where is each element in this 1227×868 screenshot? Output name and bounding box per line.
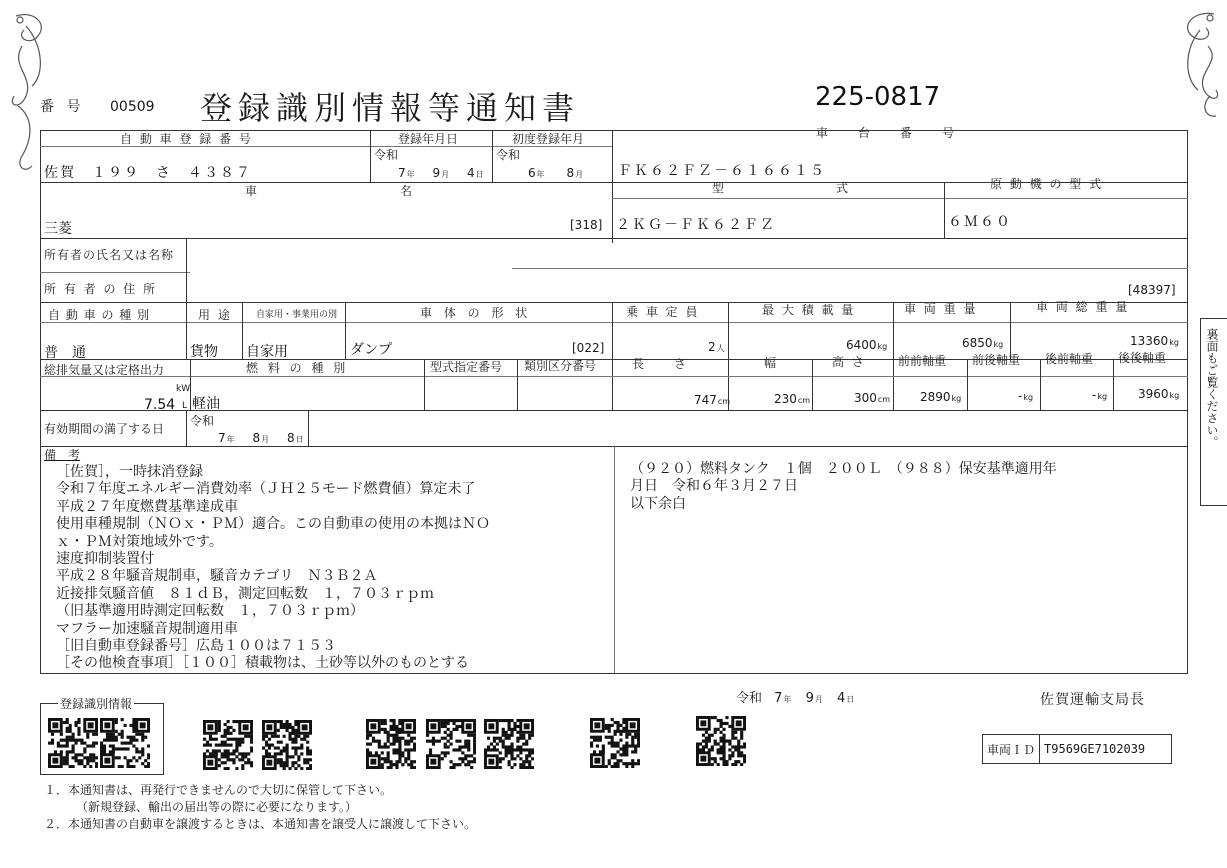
- issuer-name: 佐賀運輸支局長: [1040, 692, 1145, 708]
- vehicle-weight-header: 車 両 重 量: [904, 302, 978, 316]
- height-header: 高 さ: [832, 355, 866, 369]
- grid-line: [40, 130, 1188, 131]
- length-value: 747cm: [694, 393, 731, 407]
- grid-line: [944, 182, 945, 238]
- grid-line: [1113, 359, 1114, 410]
- use-header: 用 途: [198, 308, 232, 322]
- model-header-right: 式: [836, 181, 851, 195]
- grid-line: [512, 268, 1188, 269]
- remark-line: 月日 令和６年３月２７日: [630, 478, 798, 495]
- front-rear-axle-value: -kg: [1018, 389, 1034, 403]
- expiry-era: 令和: [190, 414, 215, 428]
- vehicle-id-label: 車両ＩＤ: [983, 735, 1040, 763]
- model-header-left: 型: [712, 181, 727, 195]
- issue-date: 令和 7年 9月 4日: [736, 691, 855, 706]
- front-front-axle-value: 2890kg: [920, 390, 962, 404]
- expiry-date: 7年 8月 8日: [218, 431, 304, 445]
- registration-number-header: 自 動 車 登 録 番 号: [120, 132, 253, 146]
- vehicle-name-value: 三菱: [44, 221, 72, 237]
- rear-front-axle-header: 後前軸重: [1045, 352, 1094, 366]
- corner-ornament-right: [1170, 6, 1226, 126]
- side-note: 裏面もご覧ください。: [1205, 328, 1219, 448]
- grid-line: [612, 130, 613, 243]
- fuel-type-value: 軽油: [192, 396, 220, 412]
- private-business-header: 自家用・事業用の別: [256, 310, 338, 320]
- first-registration-date: 6年 8月: [528, 166, 584, 180]
- length-header: 長 さ: [632, 357, 689, 371]
- remark-line: 以下余白: [630, 495, 686, 512]
- grid-line: [492, 130, 493, 182]
- handwritten-code: 225-0817: [815, 82, 941, 112]
- width-value: 230cm: [774, 392, 811, 406]
- vehicle-name-code: [318]: [570, 218, 603, 232]
- front-front-axle-header: 前前軸重: [898, 354, 947, 368]
- grid-line: [40, 272, 190, 273]
- remarks-left: [56, 464, 490, 673]
- qr-code: [203, 720, 253, 770]
- note-1b: （新規登録、輸出の届出等の際に必要になります。）: [76, 800, 358, 814]
- owner-address-code: [48397]: [1128, 283, 1176, 297]
- height-value: 300cm: [854, 391, 891, 405]
- first-registration-year: 6: [528, 166, 536, 180]
- registration-year: 7: [398, 166, 406, 180]
- type-designation-header: 型式指定番号: [430, 360, 503, 374]
- remark-line: 平成２８年騒音規制車，騒音カテゴリ Ｎ３Ｂ２Ａ: [56, 568, 378, 585]
- qr-code: [48, 718, 98, 768]
- max-load-value: 6400kg: [846, 338, 888, 352]
- grid-line: [370, 130, 371, 182]
- grid-line: [190, 359, 191, 410]
- grid-line: [40, 673, 1188, 674]
- engine-model-value: ６Ｍ６０: [948, 214, 1012, 230]
- owner-address-label: 所 有 者 の 住 所: [44, 282, 158, 296]
- remark-line: （旧基準適用時測定回転数 １，７０３ｒｐｍ）: [56, 603, 364, 620]
- qr-code: [366, 719, 416, 769]
- vehicle-id-box: [982, 734, 1172, 764]
- remark-line: ［その他検査事項］［１００］積載物は、土砂等以外のものとする: [56, 655, 469, 672]
- grid-line: [1187, 130, 1188, 673]
- document-number-label: 番 号: [40, 99, 85, 115]
- page-title: 登録識別情報等通知書: [200, 89, 581, 127]
- vehicle-kind-header: 自 動 車 の 種 別: [48, 308, 151, 322]
- qr-group-label: 登録識別情報: [60, 697, 133, 711]
- grid-line: [424, 359, 425, 410]
- registration-date-era: 令和: [374, 148, 399, 162]
- rear-rear-axle-header: 後後軸重: [1118, 351, 1167, 365]
- remark-line: （９２０）燃料タンク １個 ２００Ｌ （９８８）保安基準適用年: [630, 461, 1057, 477]
- grid-line: [186, 238, 187, 302]
- corner-ornament-left: [4, 6, 64, 176]
- vehicle-kind-value: 普 通: [44, 345, 86, 361]
- grid-line: [308, 410, 309, 446]
- grid-line: [40, 130, 41, 673]
- displacement-header: 総排気量又は定格出力: [44, 363, 165, 377]
- displacement-value: 7.54: [144, 397, 176, 413]
- grid-line: [40, 238, 1188, 239]
- document-number-value: 00509: [110, 99, 155, 115]
- grid-line: [612, 302, 613, 410]
- capacity-value: 2人: [708, 340, 725, 354]
- grid-line: [242, 302, 243, 359]
- engine-model-header: 原 動 機 の 型 式: [990, 177, 1104, 191]
- grid-line: [612, 198, 1188, 199]
- grid-line: [1010, 302, 1011, 359]
- registration-date-header: 登録年月日: [398, 132, 459, 146]
- grid-line: [345, 302, 346, 359]
- remark-line: 平成２７年度燃費基準達成車: [56, 498, 238, 515]
- gross-weight-header: 車 両 総 重 量: [1036, 300, 1130, 314]
- model-value: ２ＫＧ－ＦＫ６２ＦＺ: [616, 217, 776, 233]
- rear-front-axle-value: -kg: [1092, 388, 1108, 402]
- grid-line: [40, 322, 1188, 323]
- remarks-right: [630, 461, 1057, 513]
- owner-name-label: 所有者の氏名又は名称: [44, 248, 175, 262]
- remark-line: 令和７年度エネルギー消費効率（ＪＨ２５モード燃費値）算定未了: [56, 481, 476, 498]
- remark-line: ｘ・ＰＭ対策地域外です。: [56, 533, 223, 550]
- remark-line: 速度抑制装置付: [56, 551, 154, 568]
- qr-code: [484, 719, 534, 769]
- displacement-unit: kW: [176, 384, 191, 394]
- chassis-number-value: ＦＫ６２ＦＺ－６１６６１５: [618, 163, 826, 179]
- remark-line: マフラー加速騒音規制適用車: [56, 620, 238, 637]
- grid-line: [614, 446, 615, 673]
- grid-line: [40, 302, 1188, 303]
- first-registration-header: 初度登録年月: [512, 132, 585, 146]
- grid-line: [1040, 359, 1041, 410]
- remark-line: 近接排気騒音値 ８１ｄＢ，測定回転数 １，７０３ｒｐｍ: [56, 585, 434, 602]
- note-1: １．本通知書は、再発行できませんので大切に保管して下さい。: [44, 783, 393, 797]
- chassis-number-header: 車 台 番 号: [816, 126, 957, 140]
- registration-day: 4: [466, 166, 475, 180]
- vehicle-name-header-right: 名: [400, 184, 415, 198]
- grid-line: [40, 376, 1188, 377]
- body-shape-header: 車 体 の 形 状: [420, 306, 532, 320]
- capacity-header: 乗 車 定 員: [626, 305, 700, 319]
- displacement-unit-liter: L: [182, 401, 188, 411]
- class-number-header: 類別区分番号: [524, 359, 597, 373]
- remarks-label: 備 考: [44, 448, 81, 462]
- qr-code: [426, 719, 476, 769]
- qr-code: [590, 718, 640, 768]
- vehicle-name-header-left: 車: [245, 184, 260, 198]
- qr-code: [696, 716, 746, 766]
- gross-weight-value: 13360kg: [1130, 334, 1179, 348]
- qr-code: [262, 720, 312, 770]
- grid-line: [186, 410, 187, 446]
- registration-month: 9: [432, 166, 441, 180]
- grid-line: [40, 146, 612, 147]
- remark-line: 使用車種規制（ＮＯｘ・ＰＭ）適合。この自動車の使用の本拠はＮＯ: [56, 516, 490, 533]
- max-load-header: 最 大 積 載 量: [762, 303, 856, 317]
- first-registration-month: 8: [566, 166, 575, 180]
- registration-number-value: 佐賀 １９９ さ ４３８７: [44, 165, 252, 181]
- private-value: 自家用: [246, 344, 288, 360]
- vehicle-weight-value: 6850kg: [962, 336, 1004, 350]
- body-shape-code: [022]: [572, 341, 605, 355]
- qr-code: [100, 718, 150, 768]
- registration-date: 7年 9月 4日: [398, 166, 484, 180]
- first-registration-era: 令和: [496, 148, 521, 162]
- use-value: 貨物: [190, 344, 218, 360]
- expiry-label: 有効期間の満了する日: [44, 422, 165, 436]
- front-rear-axle-header: 前後軸重: [972, 353, 1021, 367]
- note-2: ２．本通知書の自動車を譲渡するときは、本通知書を譲受人に譲渡して下さい。: [44, 817, 477, 831]
- body-shape-value: ダンプ: [350, 342, 393, 358]
- fuel-type-header: 燃 料 の 種 別: [246, 361, 349, 375]
- grid-line: [812, 359, 813, 410]
- rear-rear-axle-value: 3960kg: [1138, 387, 1180, 401]
- width-header: 幅: [764, 356, 779, 370]
- vehicle-id-value: T9569GE7102039: [1044, 742, 1146, 756]
- grid-line: [186, 302, 187, 359]
- remark-line: ［佐賀］，一時抹消登録: [56, 464, 203, 480]
- grid-line: [967, 359, 968, 410]
- grid-line: [517, 359, 518, 410]
- remark-line: ［旧自動車登録番号］広島１００は７１５３: [56, 638, 336, 655]
- grid-line: [893, 302, 894, 410]
